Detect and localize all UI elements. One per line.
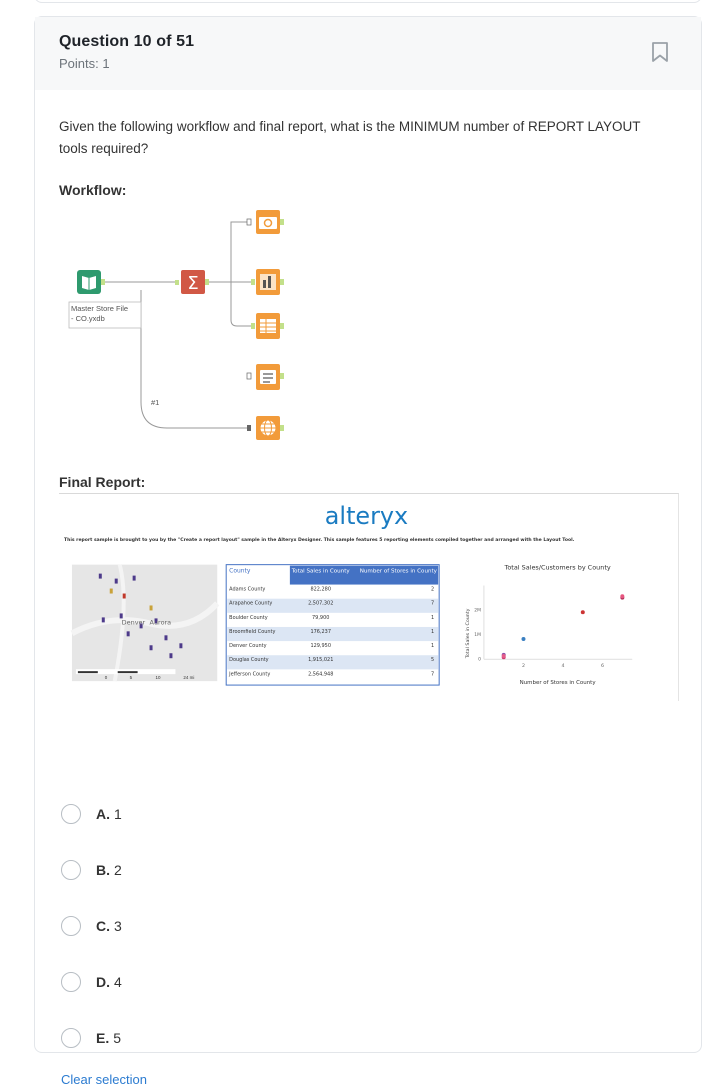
final-report-label: Final Report: bbox=[59, 474, 146, 490]
summarize-icon bbox=[175, 270, 209, 294]
input-label-line2: - CO.yxdb bbox=[71, 314, 105, 323]
table-header-county: County bbox=[229, 567, 251, 575]
workflow-diagram bbox=[59, 210, 319, 440]
radio-button[interactable] bbox=[61, 804, 81, 824]
table-cell-county: Adams County bbox=[229, 586, 266, 593]
table-cell-sales: 822,280 bbox=[310, 586, 332, 593]
connection-label: #1 bbox=[151, 398, 160, 407]
table-cell-sales: 129,950 bbox=[310, 643, 332, 650]
scatter-xlabel: Number of Stores in County bbox=[519, 680, 596, 687]
answer-option[interactable] bbox=[59, 858, 122, 882]
answer-option[interactable] bbox=[59, 970, 122, 994]
alteryx-logo: alteryx bbox=[324, 501, 409, 530]
map-label-aurora: Aurora bbox=[149, 618, 172, 627]
table-cell-sales: 1,915,021 bbox=[308, 657, 334, 664]
option-letter: A. bbox=[96, 806, 110, 822]
question-text: Given the following workflow and final report, what is the MINIMUM number of REPORT LAYOUT tools required? bbox=[59, 119, 641, 156]
radio-button[interactable] bbox=[61, 1028, 81, 1048]
report-table bbox=[226, 565, 439, 685]
answer-options bbox=[59, 802, 122, 1082]
scatter-ytick: 2M bbox=[474, 608, 481, 614]
option-value: 3 bbox=[114, 918, 122, 934]
table-cell-sales: 2,564,948 bbox=[308, 671, 334, 678]
table-cell-stores: 1 bbox=[431, 614, 435, 621]
chart-icon bbox=[251, 269, 284, 295]
option-value: 2 bbox=[114, 862, 122, 878]
scatter-xtick: 4 bbox=[561, 664, 565, 670]
previous-card-edge bbox=[34, 0, 702, 3]
table-icon bbox=[251, 313, 284, 339]
table-cell-county: Jefferson County bbox=[229, 671, 271, 678]
map-scale-0: 0 bbox=[104, 675, 108, 681]
radio-button[interactable] bbox=[61, 916, 81, 936]
svg-text:Σ: Σ bbox=[187, 273, 199, 294]
table-cell-stores: 5 bbox=[431, 657, 435, 664]
table-cell-stores: 7 bbox=[431, 671, 435, 678]
scatter-xtick: 6 bbox=[601, 664, 605, 670]
workflow-label: Workflow: bbox=[59, 182, 127, 198]
table-cell-county: Boulder County bbox=[229, 614, 268, 621]
scatter-point bbox=[521, 637, 525, 641]
scatter-point bbox=[581, 610, 585, 614]
option-value: 4 bbox=[114, 974, 122, 990]
table-cell-sales: 2,507,302 bbox=[308, 600, 334, 607]
map-scale-10: 10 bbox=[155, 675, 161, 681]
table-cell-county: Douglas County bbox=[229, 657, 269, 664]
table-cell-stores: 1 bbox=[431, 628, 435, 635]
bookmark-icon[interactable] bbox=[650, 41, 670, 63]
table-cell-stores: 2 bbox=[431, 586, 435, 593]
option-value: 5 bbox=[113, 1030, 122, 1046]
scatter-ytick: 0 bbox=[478, 657, 481, 663]
question-points: Points: 1 bbox=[59, 56, 110, 71]
report-scatter bbox=[465, 564, 632, 686]
question-header bbox=[35, 17, 701, 90]
table-cell-stores: 7 bbox=[431, 600, 435, 607]
final-report bbox=[59, 493, 679, 701]
question-card bbox=[34, 16, 702, 1087]
answer-option[interactable] bbox=[59, 802, 122, 826]
radio-button[interactable] bbox=[61, 972, 81, 992]
option-letter: D. bbox=[96, 974, 110, 990]
radio-button[interactable] bbox=[61, 860, 81, 880]
scatter-ytick: 1M bbox=[474, 633, 481, 639]
book-icon bbox=[77, 270, 105, 294]
clear-selection-link[interactable]: Clear selection bbox=[61, 1072, 147, 1087]
table-header-sales: Total Sales in County bbox=[291, 568, 350, 575]
text-icon bbox=[247, 364, 284, 390]
report-caption: This report sample is brought to you by the "Create a report layout" sample in the Alteryx Designer. This sample features 5 reporting elements compiled together and arranged with the Layout Tool. bbox=[63, 537, 575, 543]
scatter-point bbox=[620, 594, 624, 598]
option-letter: E. bbox=[96, 1030, 110, 1046]
report-map bbox=[72, 565, 217, 681]
camera-icon bbox=[247, 210, 284, 234]
table-header-stores: Number of Stores in County bbox=[359, 568, 437, 575]
question-title: Question 10 of 51 bbox=[59, 33, 195, 50]
scatter-xtick: 2 bbox=[521, 664, 526, 670]
table-cell-stores: 1 bbox=[431, 643, 435, 650]
table-cell-county: Denver County bbox=[229, 643, 267, 650]
option-letter: B. bbox=[96, 862, 110, 878]
globe-icon bbox=[247, 416, 284, 440]
answer-option[interactable] bbox=[59, 914, 122, 938]
answer-option[interactable] bbox=[59, 1026, 122, 1050]
map-scale-24: 24 mi bbox=[183, 675, 195, 681]
table-cell-county: Arapahoe County bbox=[229, 600, 273, 607]
table-cell-sales: 176,237 bbox=[310, 628, 332, 635]
map-label-denver: Denver bbox=[121, 618, 146, 627]
scatter-ylabel: Total Sales in County bbox=[466, 608, 472, 659]
option-letter: C. bbox=[96, 918, 110, 934]
input-label-line1: Master Store File bbox=[71, 304, 129, 313]
scatter-title: Total Sales/Customers by County bbox=[504, 563, 611, 572]
scatter-point bbox=[502, 654, 506, 658]
table-cell-sales: 79,900 bbox=[312, 614, 330, 621]
table-cell-county: Broomfield County bbox=[229, 628, 276, 635]
option-value: 1 bbox=[114, 806, 122, 822]
map-scale-5: 5 bbox=[129, 675, 133, 681]
